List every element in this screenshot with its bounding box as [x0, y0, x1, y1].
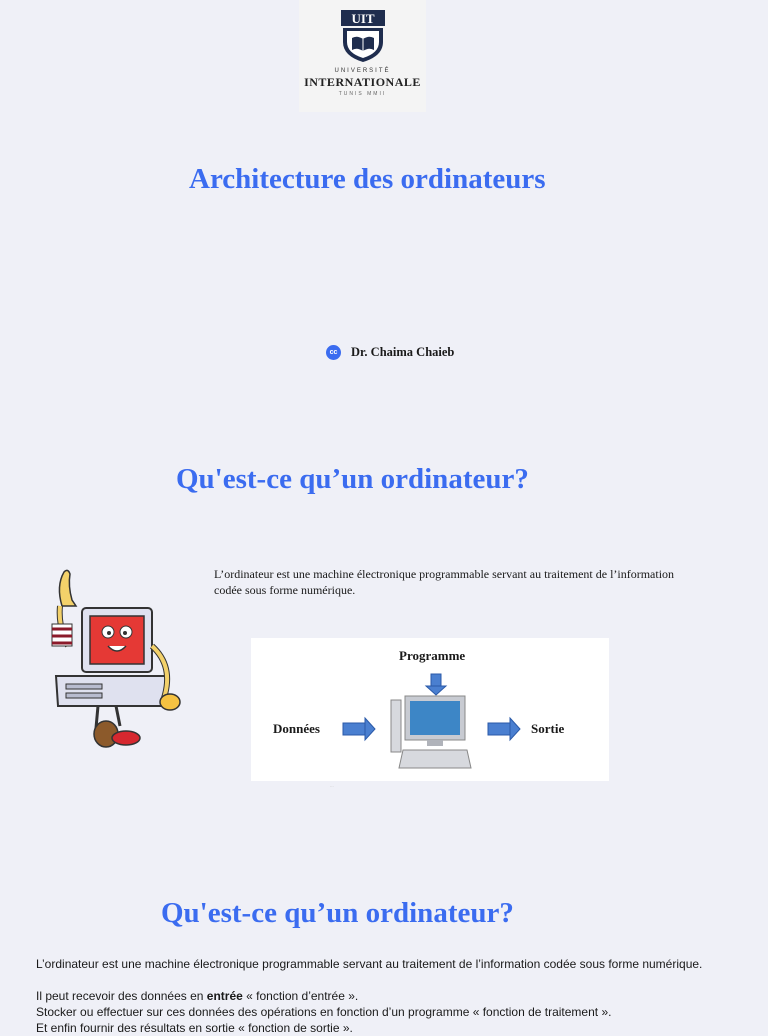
desktop-computer-icon [391, 696, 471, 768]
slide3-line-input: Il peut recevoir des données en entrée « fonction d’entrée ». [36, 989, 359, 1003]
arrow-down-icon [426, 674, 446, 695]
shield-icon [339, 8, 387, 64]
creative-commons-icon: cc [326, 345, 341, 360]
computer-mascot-icon [46, 566, 186, 751]
diagram-output-label: Sortie [531, 721, 565, 736]
diagram-input-label: Données [273, 721, 320, 736]
slide3-definition: L’ordinateur est une machine électronique programmable servant au traitement de l’information codée sous forme numérique. [36, 957, 703, 971]
slide2-title: Qu'est-ce qu’un ordinateur? [176, 463, 529, 495]
logo-city: TUNIS MMII [338, 91, 387, 97]
slide3-body [36, 956, 736, 1036]
footnote-mark: ... [330, 784, 334, 789]
slide1-title: Architecture des ordinateurs [189, 163, 546, 195]
university-logo [299, 0, 426, 112]
arrow-right-icon [343, 718, 375, 740]
computer-io-diagram [251, 638, 609, 781]
slide3-title: Qu'est-ce qu’un ordinateur? [161, 897, 514, 929]
logo-name: INTERNATIONALE [304, 75, 421, 89]
author-name: Dr. Chaima Chaieb [351, 345, 455, 359]
logo-university: UNIVERSITÉ [334, 68, 391, 74]
slide2-definition: L’ordinateur est une machine électronique programmable servant au traitement de l’information codée sous forme numérique. [214, 567, 675, 597]
slide3-line-processing: Stocker ou effectuer sur ces données des opérations en fonction d’un programme « fonction de traitement ». [36, 1005, 612, 1019]
diagram-graphics [251, 638, 609, 781]
author-row [326, 345, 454, 360]
slide3-line-output: Et enfin fournir des résultats en sortie « fonction de sortie ». [36, 1021, 353, 1035]
arrow-right-icon [488, 718, 520, 740]
diagram-program-label: Programme [399, 648, 466, 663]
logo-acronym: UIT [350, 11, 375, 26]
